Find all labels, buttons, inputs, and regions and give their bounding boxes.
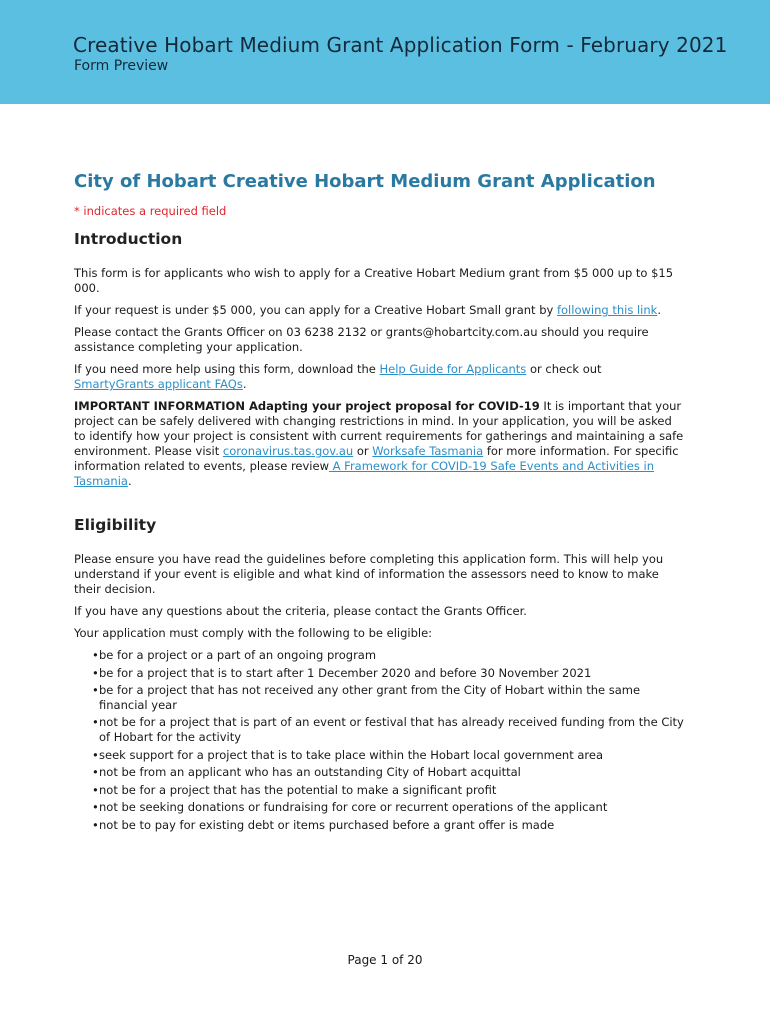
- worksafe-link[interactable]: Worksafe Tasmania: [372, 444, 484, 458]
- form-content: [74, 170, 684, 836]
- help-guide-link[interactable]: Help Guide for Applicants: [379, 362, 527, 376]
- page-subtitle: Form Preview: [74, 58, 169, 74]
- covid-info-end: .: [127, 474, 132, 488]
- smartygrants-faq-link[interactable]: SmartyGrants applicant FAQs: [74, 377, 243, 391]
- following-this-link[interactable]: following this link: [556, 303, 658, 317]
- eligibility-paragraph-1: Please ensure you have read the guidelines before completing this application form. This will help you understand if your event is eligible and what kind of information the assessors need to know to make their decision.: [74, 552, 664, 596]
- intro-paragraph-1: This form is for applicants who wish to apply for a Creative Hobart Medium grant from $5 000 up to $15 000.: [74, 266, 674, 295]
- eligibility-paragraph-2: If you have any questions about the criteria, please contact the Grants Officer.: [74, 604, 527, 618]
- intro-p4-mid: or check out: [526, 362, 602, 376]
- covid-info-paragraph: [74, 399, 684, 489]
- covid-info-text: It is important that your project can be safely delivered with changing restrictions in mind. In your application, you will be asked to identify how your project is consistent with current requirements for gatherings and maintaining a safe environment. Please visit: [74, 399, 684, 458]
- form-title: City of Hobart Creative Hobart Medium Grant Application: [74, 171, 656, 192]
- required-field-note: * indicates a required field: [74, 204, 227, 218]
- covid-info-or: or: [353, 444, 373, 458]
- list-item: • not be from an applicant who has an outstanding City of Hobart acquittal: [92, 765, 684, 780]
- intro-p2-end: .: [657, 303, 661, 317]
- intro-paragraph-4: [74, 362, 684, 392]
- eligibility-paragraph-3: Your application must comply with the following to be eligible:: [74, 626, 433, 640]
- covid-framework-link[interactable]: A Framework for COVID-19 Safe Events and Activities in Tasmania: [74, 459, 655, 488]
- eligibility-heading: Eligibility: [74, 516, 157, 534]
- intro-p2-text: If your request is under $5 000, you can apply for a Creative Hobart Small grant by: [74, 303, 557, 317]
- intro-p4-text: If you need more help using this form, download the: [74, 362, 380, 376]
- list-item: • be for a project or a part of an ongoing program: [92, 648, 684, 663]
- list-item: • seek support for a project that is to take place within the Hobart local government area: [92, 748, 684, 763]
- list-item: • not be for a project that is part of an event or festival that has already received funding from the City of Hobart for the activity: [92, 715, 684, 744]
- list-item: • not be seeking donations or fundraising for core or recurrent operations of the applicant: [92, 800, 684, 815]
- intro-paragraph-2: [74, 303, 684, 318]
- list-item: • be for a project that is to start after 1 December 2020 and before 30 November 2021: [92, 666, 684, 681]
- covid-info-text-2: for more information. For specific information related to events, please review: [74, 444, 679, 473]
- eligibility-criteria-list: [74, 648, 684, 833]
- intro-p4-end: .: [242, 377, 247, 391]
- page-number: Page 1 of 20: [347, 953, 423, 967]
- intro-paragraph-3: Please contact the Grants Officer on 03 6238 2132 or grants@hobartcity.com.au should you require assistance completing your application.: [74, 325, 649, 354]
- introduction-heading: Introduction: [74, 230, 183, 248]
- header-banner: [0, 0, 770, 104]
- coronavirus-link[interactable]: coronavirus.tas.gov.au: [222, 444, 354, 458]
- page-title: Creative Hobart Medium Grant Application Form - February 2021: [73, 33, 728, 57]
- list-item: • be for a project that has not received any other grant from the City of Hobart within the same financial year: [92, 683, 684, 712]
- covid-info-heading: IMPORTANT INFORMATION Adapting your project proposal for COVID-19: [74, 399, 540, 413]
- list-item: • not be to pay for existing debt or items purchased before a grant offer is made: [92, 818, 684, 833]
- list-item: • not be for a project that has the potential to make a significant profit: [92, 783, 684, 798]
